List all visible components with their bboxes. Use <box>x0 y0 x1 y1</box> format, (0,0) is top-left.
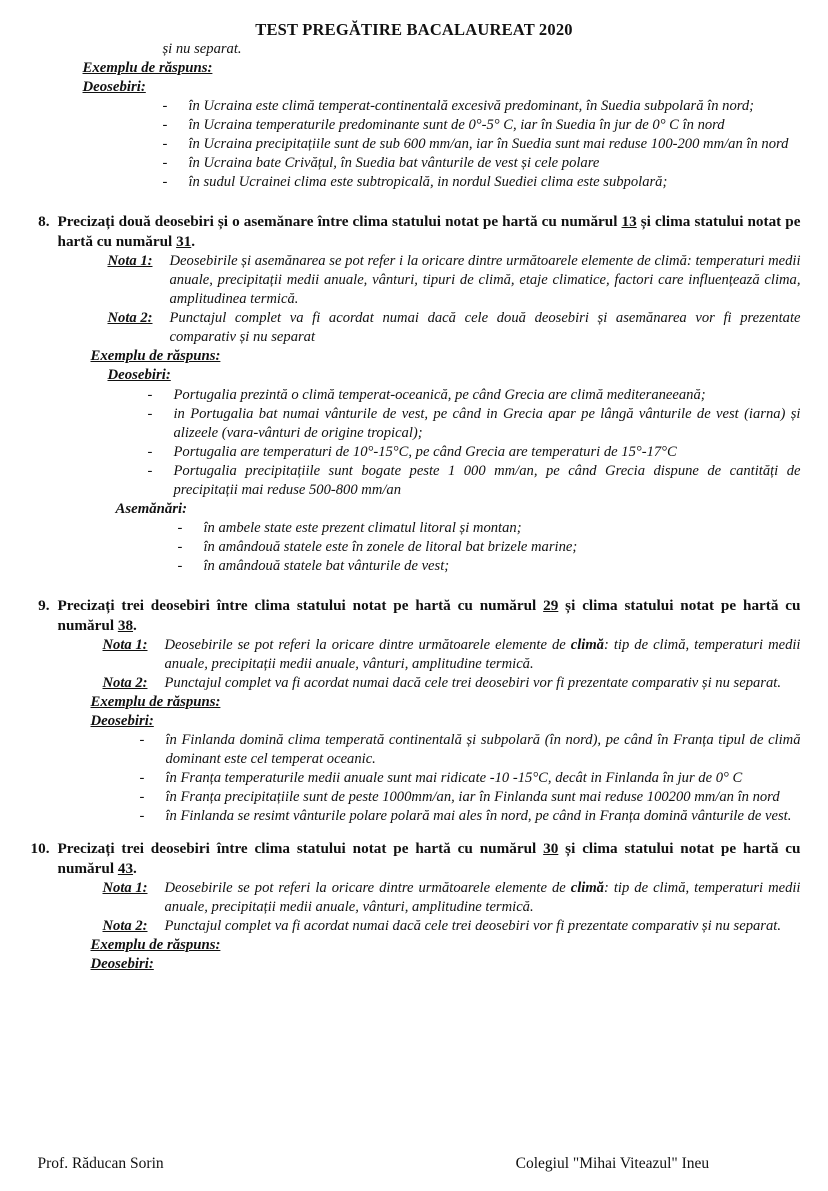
nota-2-label: Nota 2: <box>102 674 148 691</box>
list-item <box>148 386 801 405</box>
q8-asemanari-list <box>178 519 801 576</box>
q9-prompt-part2: și clima statului notat pe hartă cu numărul <box>57 596 801 634</box>
q10-prompt-part3: . <box>133 860 137 878</box>
q10-nota-1 <box>103 879 801 917</box>
spacer <box>28 192 801 212</box>
nota-1-text <box>165 879 801 917</box>
question-8-prompt <box>28 212 801 252</box>
q9-prompt-part1: Precizați trei deosebiri între clima statului notat pe hartă cu numărul <box>57 596 544 614</box>
list-item-text: în Ucraina bate Crivățul, în Suedia bat vânturile de vest și cele polare <box>188 155 600 172</box>
list-item <box>140 807 801 826</box>
list-item <box>163 97 801 116</box>
continuation-line: și nu separat. <box>162 41 242 57</box>
list-item <box>140 788 801 807</box>
q10-deosebiri-label: Deosebiri: <box>90 956 154 973</box>
list-item <box>178 557 801 576</box>
q8-asemanari-label: Asemănări: <box>115 500 188 517</box>
question-9-text <box>58 596 801 636</box>
q10-nota-2 <box>103 917 801 936</box>
list-item <box>163 154 801 173</box>
list-item-text: în Finlanda domină clima temperată continentală și subpolară (în nord), pe când în Franța tipul de climă dominant este cel temperat oceanic. <box>165 732 801 768</box>
footer-author: Prof. Răducan Sorin <box>37 1155 164 1172</box>
spacer <box>28 826 801 839</box>
list-item-text: în Franța precipitațiile sunt de peste 1000mm/an, iar în Finlanda sunt mai reduse 100200 mm/an în nord <box>165 789 780 806</box>
list-item-text: în Ucraina precipitațiile sunt de sub 600 mm/an, iar în Suedia sunt mai reduse 100-200 mm/an în nord <box>188 136 789 153</box>
list-item-text: în ambele state este prezent climatul litoral și montan; <box>203 519 522 536</box>
q8-prompt-part3: . <box>191 233 196 251</box>
list-item-text: în Finlanda se resimt vânturile polare polară mai ales în nord, pe când in Franța domină vânturile de vest. <box>165 808 792 825</box>
question-8-number: 8. <box>38 213 50 231</box>
list-item <box>148 462 801 500</box>
list-item-text: Portugalia precipitațiile sunt bogate peste 1 000 mm/an, pe când Grecia dispune de cantități de precipitații mai reduse 500-800 mm/an <box>173 462 801 498</box>
q9-deosebiri-list <box>140 731 801 826</box>
nota-1-label: Nota 1: <box>107 253 153 270</box>
list-item-text: Portugalia are temperaturi de 10°-15°C, pe când Grecia are temperaturi de 15°-17°C <box>173 443 677 460</box>
q10-prompt-part1: Precizați trei deosebiri între clima statului notat pe hartă cu numărul <box>57 840 544 858</box>
q9-nota1-emphasis: climă <box>570 636 604 653</box>
dash-bullet-icon: - <box>162 98 168 115</box>
q9-map-number-1: 29 <box>543 596 559 614</box>
q8-map-number-2: 31 <box>176 233 192 251</box>
q10-exemplu-label: Exemplu de răspuns: <box>90 937 221 954</box>
list-item-text: în Franța temperaturile medii anuale sunt mai ridicate -10 -15°C, decât in Finlanda în jur de 0° C <box>165 770 743 787</box>
nota-2-text: Punctajul complet va fi acordat numai dacă cele trei deosebiri vor fi prezentate comparativ și nu separat. <box>164 674 781 691</box>
list-item-text: în Ucraina este climă temperat-continentală excesivă predominant, în Suedia subpolară în nord; <box>188 98 755 115</box>
q10-prompt-part2: și clima statului notat pe hartă cu numărul <box>57 840 801 878</box>
dash-bullet-icon: - <box>139 732 145 749</box>
spacer <box>28 576 801 596</box>
list-item-text: Portugalia prezintă o climă temperat-oceanică, pe când Grecia are climă mediteraneeană; <box>173 386 706 403</box>
deosebiri-label-top: Deosebiri: <box>82 79 146 96</box>
q9-exemplu-label: Exemplu de răspuns: <box>90 693 221 710</box>
q8-prompt-part2: și clima statului notat pe hartă cu numărul <box>57 213 801 251</box>
dash-bullet-icon: - <box>162 174 168 191</box>
list-item-text: în Ucraina temperaturile predominante sunt de 0°-5° C, iar în Suedia în jur de 0° C în nord <box>188 117 725 134</box>
list-item-text: în amândouă statele bat vânturile de vest; <box>203 557 450 574</box>
page-footer <box>0 1155 828 1173</box>
q8-exemplu-label: Exemplu de răspuns: <box>90 348 221 365</box>
dash-bullet-icon: - <box>147 443 153 460</box>
q9-prompt-part3: . <box>133 616 137 634</box>
list-item-text: în sudul Ucrainei clima este subtropicală, in nordul Suediei clima este subpolară; <box>188 174 668 191</box>
dash-bullet-icon: - <box>177 538 183 555</box>
nota-1-text: Deosebirile și asemănarea se pot refer i la oricare dintre următoarele elemente de climă: temperaturi medii anuale, precipitații medii anuale, vânturi, tipuri de climă, etaje climatice, factori care influențează clima, amplitudinea termică. <box>169 253 801 308</box>
list-item <box>148 443 801 462</box>
nota-1-label: Nota 1: <box>102 880 148 897</box>
question-10-prompt <box>28 839 801 879</box>
list-item <box>178 538 801 557</box>
dash-bullet-icon: - <box>162 155 168 172</box>
list-item <box>178 519 801 538</box>
q10-map-number-2: 43 <box>117 860 134 878</box>
nota-2-text: Punctajul complet va fi acordat numai dacă cele două deosebiri și asemănarea vor fi prezentate comparativ și nu separat <box>169 310 801 346</box>
exemplu-label-top: Exemplu de răspuns: <box>82 59 213 76</box>
q8-deosebiri-label: Deosebiri: <box>107 367 171 384</box>
list-item <box>140 769 801 788</box>
dash-bullet-icon: - <box>177 519 183 536</box>
question-9-prompt <box>28 596 801 636</box>
q8-nota-1 <box>108 252 801 309</box>
document-body <box>28 40 801 975</box>
deosebiri-list-top <box>163 97 801 192</box>
q8-map-number-1: 13 <box>621 213 637 231</box>
dash-bullet-icon: - <box>162 136 168 153</box>
list-item <box>163 116 801 135</box>
list-item <box>148 405 801 443</box>
q9-deosebiri-label: Deosebiri: <box>90 712 154 729</box>
dash-bullet-icon: - <box>147 462 153 479</box>
q9-nota-2 <box>103 674 801 693</box>
question-9 <box>28 596 801 826</box>
q9-nota1-post: : tip de climă, temperaturi medii anuale, precipitații medii anuale, vânturi, amplitudine termică. <box>164 636 801 672</box>
dash-bullet-icon: - <box>139 789 145 806</box>
footer-institution: Colegiul "Mihai Viteazul" Ineu <box>515 1155 710 1172</box>
list-item <box>163 173 801 192</box>
q9-map-number-2: 38 <box>117 616 134 634</box>
question-9-number: 9. <box>38 596 50 614</box>
nota-2-label: Nota 2: <box>107 310 153 327</box>
nota-2-text: Punctajul complet va fi acordat numai dacă cele trei deosebiri vor fi prezentate comparativ și nu separat. <box>164 918 781 935</box>
dash-bullet-icon: - <box>139 770 145 787</box>
top-fragment <box>28 40 801 192</box>
question-10-text <box>58 839 801 879</box>
dash-bullet-icon: - <box>162 117 168 134</box>
q10-nota1-post: : tip de climă, temperaturi medii anuale, precipitații medii anuale, vânturi, amplitudine termică. <box>164 880 801 916</box>
q8-nota-2 <box>108 309 801 347</box>
nota-1-text <box>165 636 801 674</box>
list-item-text: în amândouă statele este în zonele de litoral bat brizele marine; <box>203 538 578 555</box>
q9-notes <box>103 636 801 693</box>
q10-notes <box>103 879 801 936</box>
q10-nota1-pre: Deosebirile se pot referi la oricare dintre următoarele elemente de <box>164 880 571 897</box>
list-item-text: in Portugalia bat numai vânturile de vest, pe când in Grecia apar pe lângă vânturile de vest (iarna) și alizeele (vara-vânturi de origine tropical); <box>173 405 801 441</box>
q10-nota1-emphasis: climă <box>570 880 604 897</box>
page-title: TEST PREGĂTIRE BACALAUREAT 2020 <box>255 20 573 39</box>
q9-nota1-pre: Deosebirile se pot referi la oricare dintre următoarele elemente de <box>164 636 571 653</box>
q8-notes <box>108 252 801 347</box>
dash-bullet-icon: - <box>147 405 153 422</box>
q8-prompt-part1: Precizați două deosebiri și o asemănare între clima statului notat pe hartă cu numărul <box>57 213 622 231</box>
q8-deosebiri-list <box>148 386 801 500</box>
list-item <box>140 731 801 769</box>
question-10-number: 10. <box>30 840 50 858</box>
q10-map-number-1: 30 <box>543 840 559 858</box>
dash-bullet-icon: - <box>177 557 183 574</box>
dash-bullet-icon: - <box>147 386 153 403</box>
question-8 <box>28 212 801 575</box>
question-10 <box>28 839 801 975</box>
nota-2-label: Nota 2: <box>102 918 148 935</box>
question-8-text <box>58 212 801 252</box>
document-page <box>0 20 828 1191</box>
dash-bullet-icon: - <box>139 808 145 825</box>
list-item <box>163 135 801 154</box>
q9-nota-1 <box>103 636 801 674</box>
nota-1-label: Nota 1: <box>102 636 148 653</box>
